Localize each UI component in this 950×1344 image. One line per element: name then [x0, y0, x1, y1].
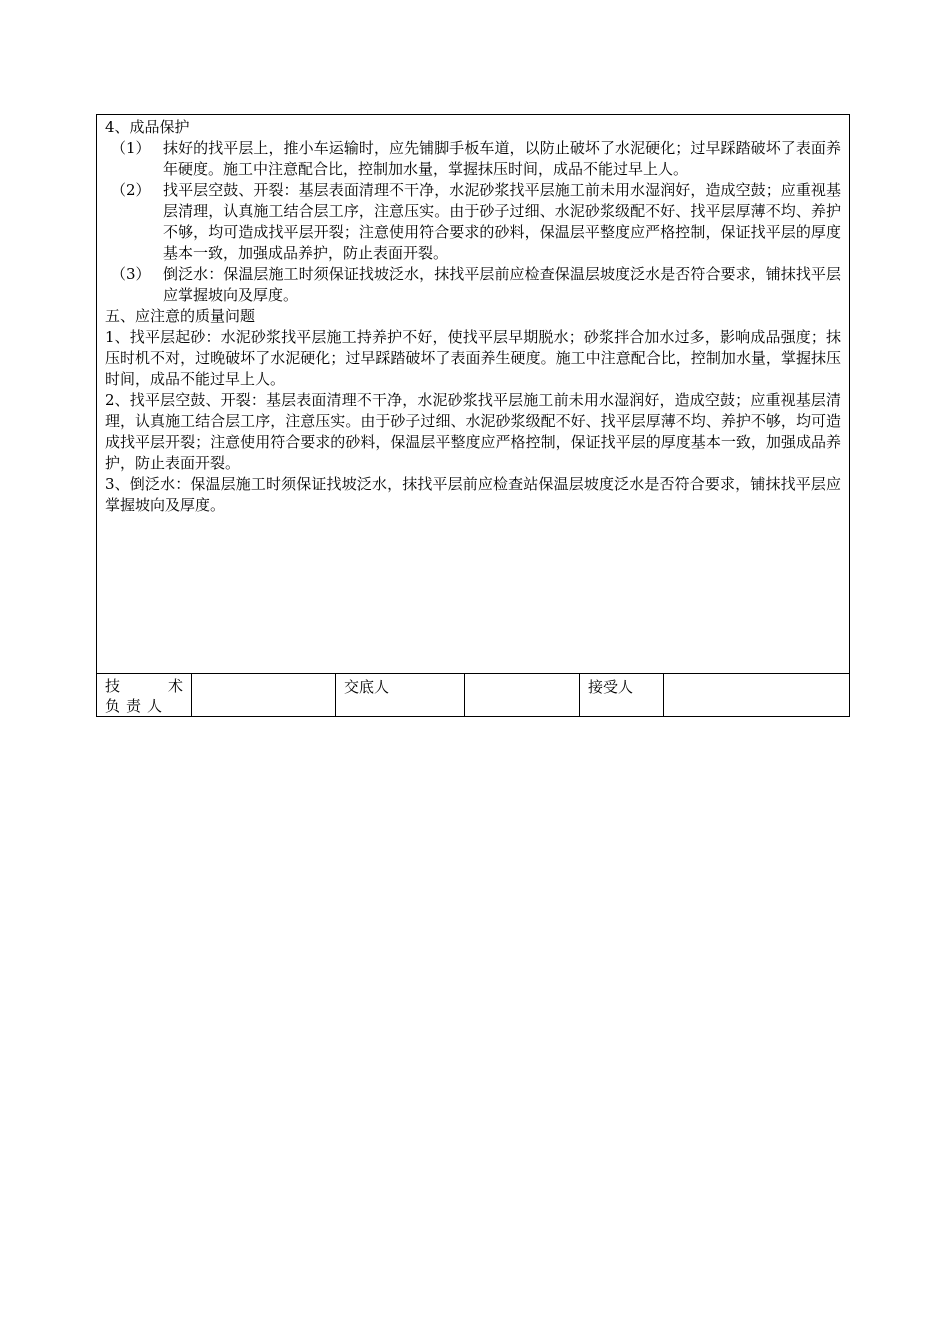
tech-label-line2: 负责人 — [105, 697, 169, 715]
handover-value[interactable] — [465, 674, 580, 716]
tech-lead-value[interactable] — [192, 674, 336, 716]
list-item — [105, 138, 841, 180]
item-number: （2） — [111, 181, 151, 199]
tech-label-char: 技 — [105, 677, 121, 695]
item-number: （1） — [111, 139, 151, 157]
item-text: 倒泛水：保温层施工时须保证找坡泛水，抹找平层前应检查保温层坡度泛水是否符合要求，铺抹找平层应掌握坡向及厚度。 — [163, 265, 841, 304]
paragraph: 1、找平层起砂：水泥砂浆找平层施工持养护不好，使找平层早期脱水；砂浆拌合加水过多，影响成品强度；抹压时机不对，过晚破坏了水泥硬化；过早踩踏破坏了表面养生硬度。施工中注意配合比，控制加水量，掌握抹压时间，成品不能过早上人。 — [105, 328, 841, 388]
handover-label: 交底人 — [336, 674, 465, 716]
receiver-value[interactable] — [664, 674, 849, 716]
list-item — [105, 180, 841, 264]
section4-heading: 4、成品保护 — [105, 118, 190, 136]
item-number: （3） — [111, 265, 151, 283]
tech-lead-label — [97, 674, 192, 716]
list-item — [105, 264, 841, 306]
item-text: 找平层空鼓、开裂：基层表面清理不干净，水泥砂浆找平层施工前未用水湿润好，造成空鼓；应重视基层清理，认真施工结合层工序，注意压实。由于砂子过细、水泥砂浆级配不好、找平层厚薄不均、养护不够，均可造成找平层开裂；注意使用符合要求的砂料，保温层平整度应严格控制，保证找平层的厚度基本一致，加强成品养护，防止表面开裂。 — [163, 181, 841, 262]
item-text: 抹好的找平层上，推小车运输时，应先铺脚手板车道，以防止破坏了水泥硬化；过早踩踏破坏了表面养年硬度。施工中注意配合比，控制加水量，掌握抹压时间，成品不能过早上人。 — [163, 139, 841, 178]
paragraph: 3、倒泛水：保温层施工时须保证找坡泛水，抹找平层前应检查站保温层坡度泛水是否符合要求，铺抹找平层应掌握坡向及厚度。 — [105, 475, 841, 514]
section5-heading: 五、应注意的质量问题 — [105, 307, 256, 325]
document-table — [96, 114, 850, 717]
paragraph: 2、找平层空鼓、开裂：基层表面清理不干净，水泥砂浆找平层施工前未用水湿润好，造成空鼓；应重视基层清理，认真施工结合层工序，注意压实。由于砂子过细、水泥砂浆级配不好、找平层厚薄不均、养护不够，均可造成找平层开裂；注意使用符合要求的砂料，保温层平整度应严格控制，保证找平层的厚度基本一致，加强成品养护，防止表面开裂。 — [105, 391, 841, 472]
signature-row — [97, 673, 849, 716]
content-cell — [97, 115, 849, 673]
receiver-label: 接受人 — [580, 674, 664, 716]
tech-label-char: 术 — [167, 677, 183, 695]
